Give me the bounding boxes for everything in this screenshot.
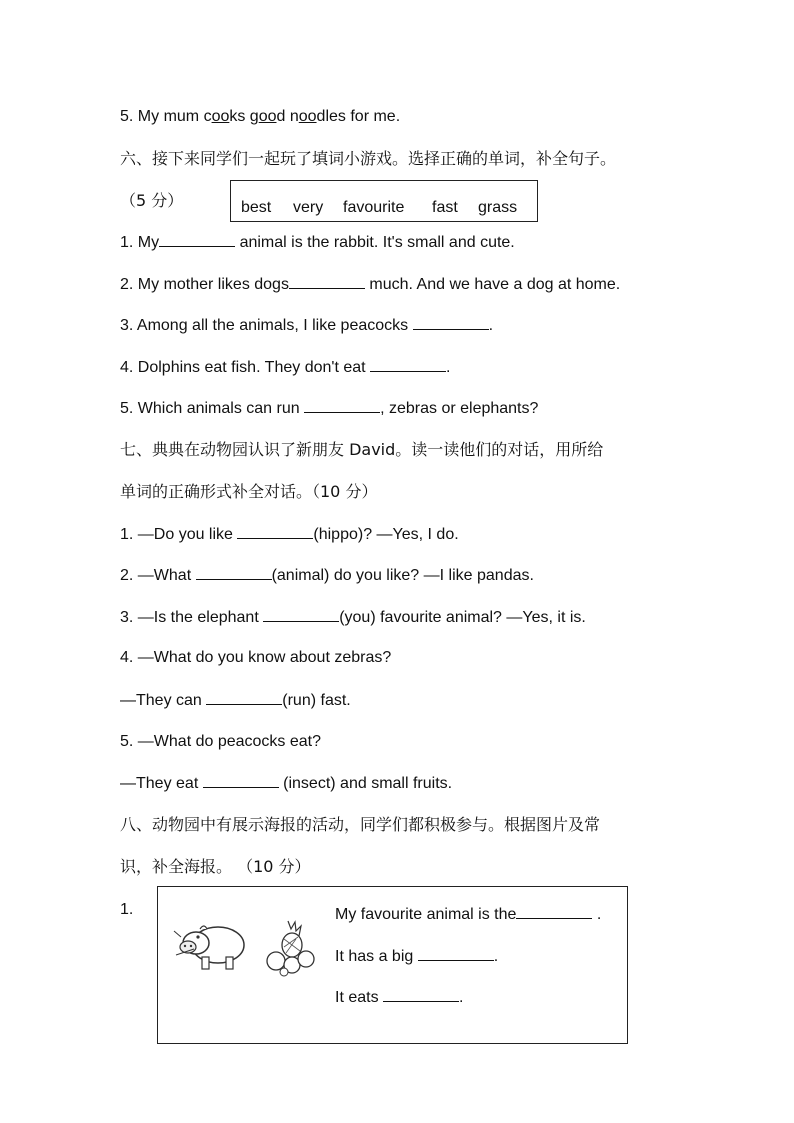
- poster-text: My favourite animal is the: [335, 906, 517, 923]
- question-text: 1. —Do you like: [120, 526, 238, 543]
- question-text: animal is the rabbit. It's small and cute.: [235, 234, 515, 251]
- text-part: 5. My mum c: [120, 108, 212, 125]
- word-bank-item: best: [241, 199, 272, 216]
- underlined-letters: oo: [258, 108, 277, 125]
- section-7-heading-line1: 七、典典在动物园认识了新朋友 David。读一读他们的对话，用所给: [120, 440, 604, 459]
- word-bank-box: [230, 180, 538, 222]
- answer-blank[interactable]: [196, 565, 272, 580]
- poster-line-1: [335, 904, 601, 924]
- question-text: , zebras or elephants?: [380, 400, 539, 417]
- answer-blank[interactable]: [304, 398, 380, 413]
- answer-blank[interactable]: [263, 607, 339, 622]
- answer-blank[interactable]: [418, 946, 494, 961]
- sec6-question-1: [120, 232, 515, 253]
- question-text: 3. —Is the elephant: [120, 609, 264, 626]
- word-bank-item: grass: [478, 199, 518, 216]
- sec7-question-5: [120, 732, 321, 752]
- poster-line-3: [335, 987, 463, 1007]
- fruits-icon: [262, 917, 320, 979]
- answer-blank[interactable]: [289, 274, 365, 289]
- sec6-question-2: [120, 274, 620, 295]
- poster-line-2: [335, 946, 498, 966]
- poster-text: It eats: [335, 989, 384, 1006]
- poster-box: [157, 886, 628, 1044]
- question-text: 5. Which animals can run: [120, 400, 305, 417]
- question-text: 3. Among all the animals, I like peacocks: [120, 317, 413, 334]
- sec6-question-5: [120, 398, 538, 419]
- text-part: d n: [276, 108, 299, 125]
- question-text: .: [488, 317, 494, 334]
- section-7-heading-line2: 单词的正确形式补全对话。（10 分）: [120, 482, 378, 501]
- poster-text: It has a big: [335, 948, 418, 965]
- question-text: —They eat: [120, 775, 203, 792]
- sec7-question-2: [120, 565, 534, 586]
- answer-blank[interactable]: [516, 904, 592, 919]
- word-bank-item: favourite: [343, 199, 405, 216]
- sec7-question-4: [120, 648, 391, 668]
- question-text: (run) fast.: [282, 692, 351, 709]
- underlined-letters: oo: [298, 108, 317, 125]
- answer-blank[interactable]: [413, 315, 489, 330]
- question-text: (hippo)? —Yes, I do.: [313, 526, 459, 543]
- sec7-question-5-answer: [120, 773, 452, 794]
- question-text: —They can: [120, 692, 207, 709]
- section-6-heading: 六、接下来同学们一起玩了填词小游戏。选择正确的单词，补全句子。: [120, 149, 617, 168]
- answer-blank[interactable]: [206, 690, 282, 705]
- question-text: 4. Dolphins eat fish. They don't eat: [120, 359, 371, 376]
- sec6-question-4: [120, 357, 450, 378]
- sec7-question-1: [120, 524, 459, 545]
- question-text: 1. My: [120, 234, 160, 251]
- text-part: dles for me.: [316, 108, 401, 125]
- answer-blank[interactable]: [159, 232, 235, 247]
- answer-blank[interactable]: [237, 524, 313, 539]
- question-text: 4. —What do you know about zebras?: [120, 649, 392, 666]
- poster-text: .: [459, 989, 464, 1006]
- poster-text: .: [592, 906, 602, 923]
- question-text: (animal) do you like? —I like pandas.: [271, 567, 534, 584]
- question-text: (you) favourite animal? —Yes, it is.: [339, 609, 586, 626]
- hippo-icon: [172, 915, 252, 977]
- question-text: .: [446, 359, 451, 376]
- question-text: (insect) and small fruits.: [278, 775, 453, 792]
- word-bank-item: fast: [432, 199, 458, 216]
- question-text: 2. My mother likes dogs: [120, 276, 289, 293]
- poster-number: 1.: [120, 901, 134, 918]
- answer-blank[interactable]: [370, 357, 446, 372]
- sec7-question-3: [120, 607, 586, 628]
- poster-text: .: [493, 948, 499, 965]
- section-6-score: （5 分）: [120, 191, 184, 210]
- question-text: much. And we have a dog at home.: [364, 276, 621, 293]
- text-part: ks g: [229, 108, 259, 125]
- sec6-question-3: [120, 315, 493, 336]
- question-text: 5. —What do peacocks eat?: [120, 733, 321, 750]
- section-8-heading-line2: 识，补全海报。 （10 分）: [120, 857, 311, 876]
- question-text: 2. —What: [120, 567, 196, 584]
- sec7-question-4-answer: [120, 690, 351, 711]
- answer-blank[interactable]: [203, 773, 279, 788]
- word-bank-item: very: [293, 199, 324, 216]
- answer-blank[interactable]: [383, 987, 459, 1002]
- section-8-heading-line1: 八、动物园中有展示海报的活动，同学们都积极参与。根据图片及常: [120, 815, 601, 834]
- sentence-5-mum-cooks: [120, 107, 400, 127]
- underlined-letters: oo: [211, 108, 230, 125]
